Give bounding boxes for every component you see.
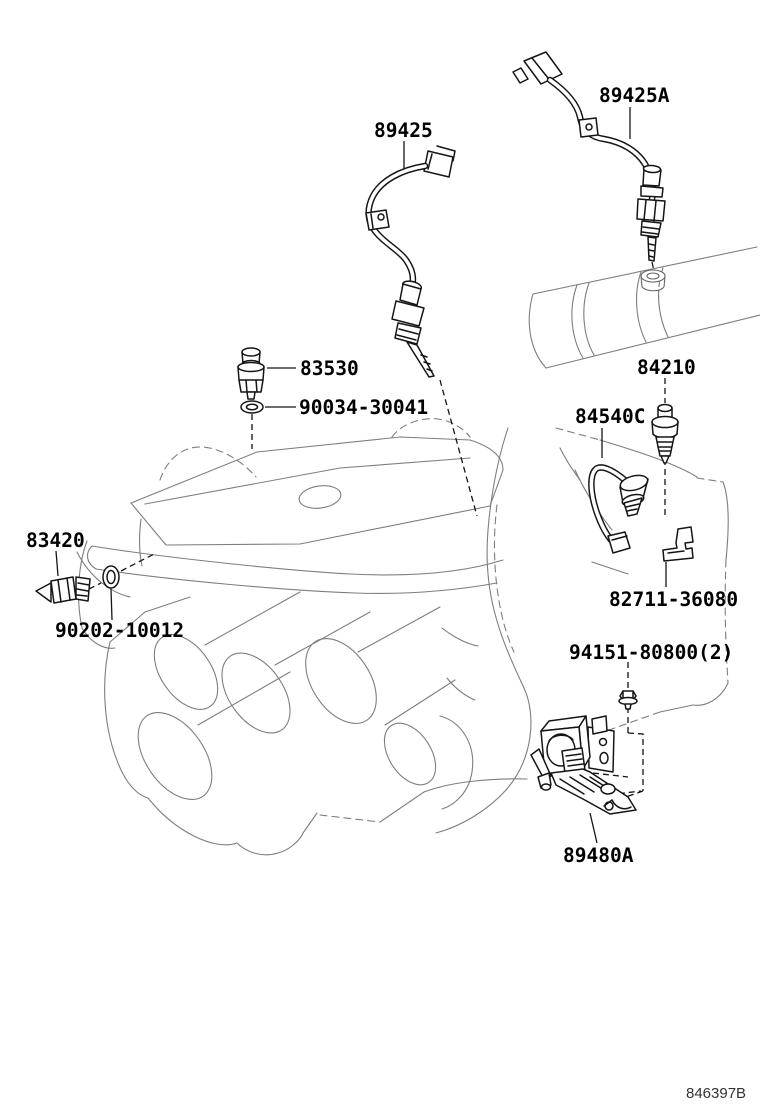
cable-clamp-89425 xyxy=(366,210,389,230)
plenum-oval-port xyxy=(298,483,343,511)
part-label-90202-10012: 90202-10012 xyxy=(55,619,185,642)
part-label-83530: 83530 xyxy=(300,357,359,380)
connector-89425A xyxy=(524,52,562,84)
connector-84540C xyxy=(608,532,630,553)
leader-dashed-83420 xyxy=(89,553,156,589)
part-83420-temp-sender xyxy=(36,577,90,603)
part-label-90034-30041: 90034-30041 xyxy=(299,396,429,419)
part-84210-speed-sensor xyxy=(652,405,678,464)
part-label-89480A: 89480A xyxy=(563,844,634,867)
cable-clamp-89425A xyxy=(579,118,598,137)
leader-dashed-89425-tip xyxy=(440,380,477,516)
connector-89425 xyxy=(424,151,453,177)
driveshaft-outline xyxy=(529,247,760,368)
part-94151-80800-bolt xyxy=(619,691,637,709)
part-label-83420: 83420 xyxy=(26,529,85,552)
part-90202-10012-oring xyxy=(103,566,119,588)
figure-code: 846397B xyxy=(686,1085,747,1102)
part-90034-30041-gasket xyxy=(241,401,263,413)
part-label-89425A: 89425A xyxy=(599,84,670,107)
driveshaft-sensor-boss xyxy=(641,270,665,291)
leader-89480A xyxy=(590,813,597,843)
part-label-84540C: 84540C xyxy=(575,405,646,428)
part-89480A-sensor-assembly xyxy=(531,716,636,814)
bracket-plate-89480A xyxy=(588,727,614,772)
part-83530-oil-pressure-switch xyxy=(238,348,264,399)
part-label-94151-80800: 94151-80800(2) xyxy=(569,641,734,664)
part-label-84210: 84210 xyxy=(637,356,696,379)
leader-83420 xyxy=(56,551,58,576)
part-label-82711-36080: 82711-36080 xyxy=(609,588,739,611)
part-82711-36080-clamp xyxy=(663,527,693,561)
probe-tip-89425 xyxy=(407,342,434,377)
leader-90202-10012 xyxy=(111,589,112,620)
part-84540C-switch xyxy=(591,467,649,553)
part-label-89425: 89425 xyxy=(374,119,433,142)
part-89425-sensor xyxy=(366,146,455,377)
